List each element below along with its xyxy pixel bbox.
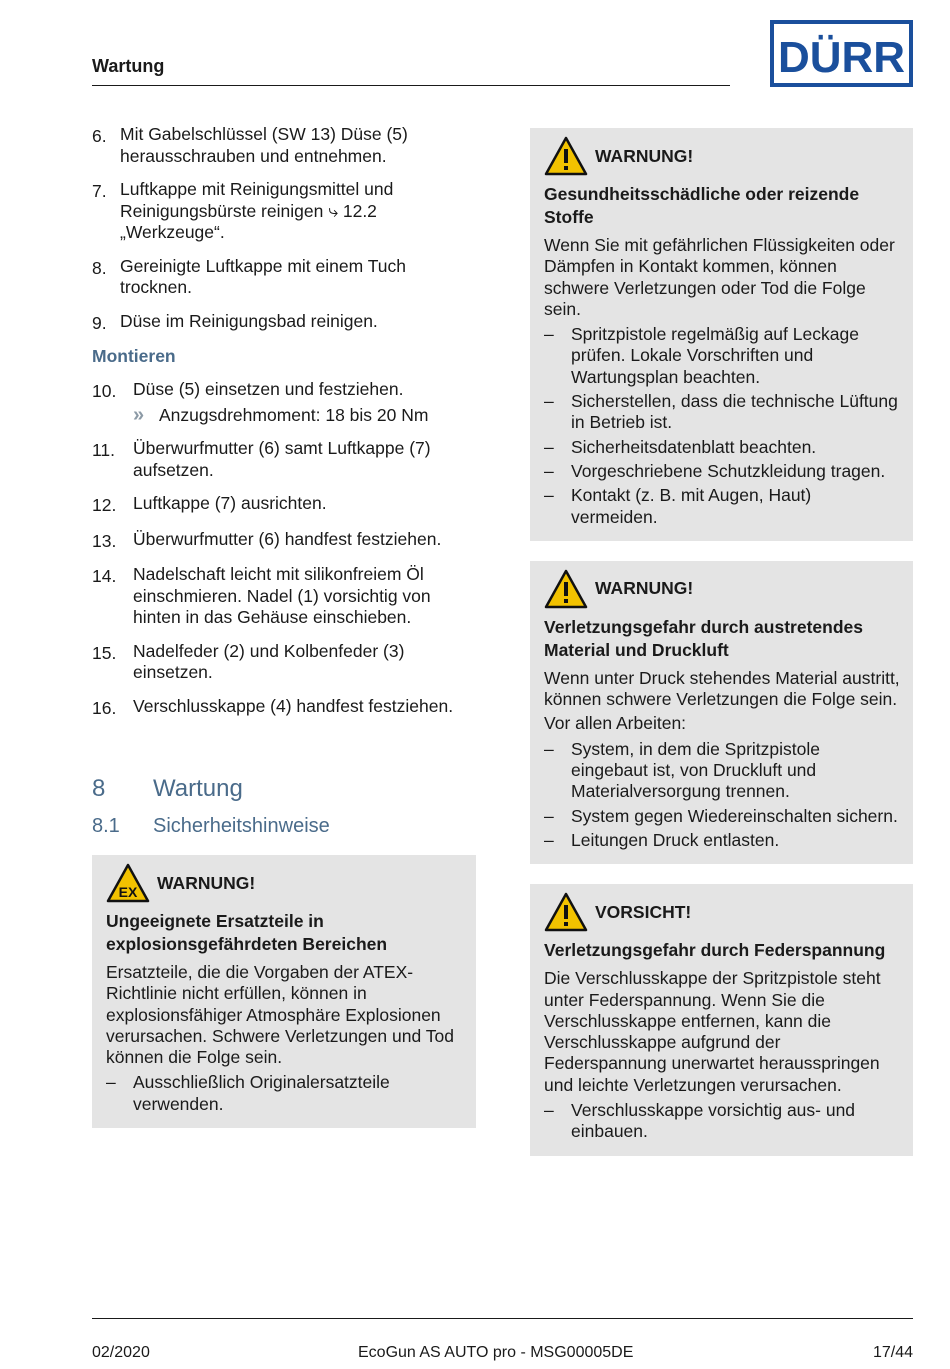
step-8: [92, 256, 476, 299]
step-10: [92, 379, 476, 426]
warning-measures: [544, 1100, 900, 1143]
right-column: [530, 128, 913, 1176]
list-item: – Ausschließlich Originalersatzteile verwenden.: [106, 1072, 390, 1114]
warning-title: Verletzungsgefahr durch austretendes Material und Druckluft: [544, 616, 863, 660]
caution-box-spring: [530, 884, 913, 1155]
ex-explosion-icon: [106, 863, 150, 903]
footer-page-number: 17/44: [872, 1344, 913, 1361]
warning-title: Gesundheitsschädliche oder reizende Stoffe: [544, 184, 860, 227]
list-item: – Sicherstellen, dass die technische Lüftung in Betrieb ist.: [544, 391, 898, 433]
step-number: 6.: [92, 126, 107, 146]
step-number: 12.: [92, 495, 117, 515]
list-item: – System, in dem die Spritzpistole eingebaut ist, von Druckluft und Materialversorgung trennen.: [544, 738, 820, 802]
warning-title: Ungeeignete Ersatzteile in explosionsgefährdeten Bereichen: [106, 911, 388, 954]
signal-word: VORSICHT!: [595, 901, 692, 922]
step-text: Luftkappe mit Reinigungsmittel und Reinigungsbürste reinigen ⤷ 12.2 „Werkzeuge“.: [120, 179, 394, 242]
montieren-heading: Montieren: [92, 346, 176, 366]
step-text: Nadelschaft leicht mit silikonfreiem Öl einschmieren. Nadel (1) vorsichtig von hinten in das Gehäuse einschieben.: [133, 564, 431, 627]
step-text: Überwurfmutter (6) handfest festziehen.: [133, 528, 442, 549]
warning-measures: [544, 739, 900, 851]
step-number: 13.: [92, 530, 117, 551]
warning-measures: [544, 324, 900, 528]
step-text: Gereinigte Luftkappe mit einem Tuch trocknen.: [120, 255, 406, 297]
warning-box-pressure: [530, 561, 913, 864]
warning-title: Verletzungsgefahr durch Federspannung: [544, 940, 886, 961]
footer-document-id: EcoGun AS AUTO pro - MSG00005DE: [358, 1344, 634, 1361]
signal-word: WARNUNG!: [595, 145, 694, 166]
step-number: 10.: [92, 381, 117, 401]
warning-text-before-work: Vor allen Arbeiten:: [544, 713, 687, 734]
step-number: 15.: [92, 642, 117, 663]
footer-date: 02/2020: [92, 1344, 150, 1361]
warning-measures: [106, 1072, 463, 1115]
step-15: [92, 641, 476, 684]
warning-text: Die Verschlusskappe der Spritzpistole steht unter Federspannung. Wenn Sie die Verschlusskappe entfernen, kann die Verschlusskappe aufgrund der Federspannung unerwartet herausspringen und leichte Verletzungen verursachen.: [544, 968, 881, 1095]
warning-triangle-icon: [544, 892, 588, 932]
steps-assemble: [92, 379, 476, 719]
section-title: Wartung: [153, 775, 243, 802]
step-16: [92, 696, 476, 720]
subsection-number: 8.1: [92, 815, 120, 837]
subsection-heading: [92, 815, 476, 838]
warning-text: Wenn unter Druck stehendes Material austritt, können schwere Verletzungen die Folge sein.: [544, 667, 900, 710]
warning-text: Ersatzteile, die die Vorgaben der ATEX-Richtlinie nicht erfüllen, können in explosionsfähiger Atmosphäre Explosionen verursachen. Schwere Verletzungen und Tod können die Folge sein.: [106, 962, 454, 1068]
warning-triangle-icon: [544, 136, 588, 176]
step-number: 11.: [92, 440, 116, 460]
list-item: – Sicherheitsdatenblatt beachten.: [544, 436, 817, 457]
step-6: [92, 124, 476, 167]
result-text: Anzugsdrehmoment: 18 bis 20 Nm: [159, 404, 429, 425]
step-result: [133, 405, 476, 427]
step-number: 14.: [92, 566, 117, 586]
step-13: [92, 529, 476, 553]
step-12: [92, 493, 476, 517]
step-number: 7.: [92, 181, 107, 201]
step-text: Verschlusskappe (4) handfest festziehen.: [133, 695, 454, 716]
section-number: 8: [92, 775, 106, 802]
step-text: Nadelfeder (2) und Kolbenfeder (3) einsetzen.: [133, 640, 405, 682]
step-11: [92, 438, 476, 481]
step-14: [92, 564, 476, 629]
warning-text: Wenn Sie mit gefährlichen Flüssigkeiten oder Dämpfen in Kontakt kommen, können schwere Verletzungen oder Tod die Folge sein.: [544, 235, 895, 319]
warning-triangle-icon: [544, 569, 588, 609]
signal-word: WARNUNG!: [595, 578, 694, 599]
step-number: 8.: [92, 257, 107, 278]
list-item: – Vorgeschriebene Schutzkleidung tragen.: [544, 460, 886, 481]
step-text: Düse im Reinigungsbad reinigen.: [120, 310, 378, 331]
header-section-title: Wartung: [92, 56, 165, 76]
list-item: – Spritzpistole regelmäßig auf Leckage prüfen. Lokale Vorschriften und Wartungsplan beachten.: [544, 324, 859, 387]
step-text: Luftkappe (7) ausrichten.: [133, 493, 327, 513]
header-rule: [92, 85, 730, 86]
footer-rule: [92, 1318, 913, 1319]
list-item: – Verschlusskappe vorsichtig aus- und einbauen.: [544, 1100, 856, 1142]
duerr-logo: [770, 20, 913, 87]
step-number: 9.: [92, 312, 107, 333]
step-9: [92, 311, 476, 335]
list-item: – Leitungen Druck entlasten.: [544, 829, 780, 850]
svg-text:EX: EX: [118, 884, 138, 900]
list-item: – System gegen Wiedereinschalten sichern.: [544, 805, 898, 826]
left-column: [92, 124, 476, 1148]
steps-clean: [92, 124, 476, 334]
step-text: Düse (5) einsetzen und festziehen.: [133, 379, 404, 399]
step-text: Überwurfmutter (6) samt Luftkappe (7) aufsetzen.: [133, 438, 431, 480]
subsection-title: Sicherheitshinweise: [153, 815, 330, 837]
list-item: – Kontakt (z. B. mit Augen, Haut) vermeiden.: [544, 485, 812, 527]
section-heading: [92, 775, 476, 803]
signal-word: WARNUNG!: [157, 872, 256, 893]
step-number: 16.: [92, 697, 117, 718]
warning-box-fluids: [530, 128, 913, 541]
warning-box-atex: [92, 855, 476, 1128]
step-text: Mit Gabelschlüssel (SW 13) Düse (5) herausschrauben und entnehmen.: [120, 124, 408, 166]
logo-text: DÜRR: [777, 33, 906, 82]
step-7: [92, 179, 476, 244]
result-arrow-icon: »: [133, 403, 145, 426]
